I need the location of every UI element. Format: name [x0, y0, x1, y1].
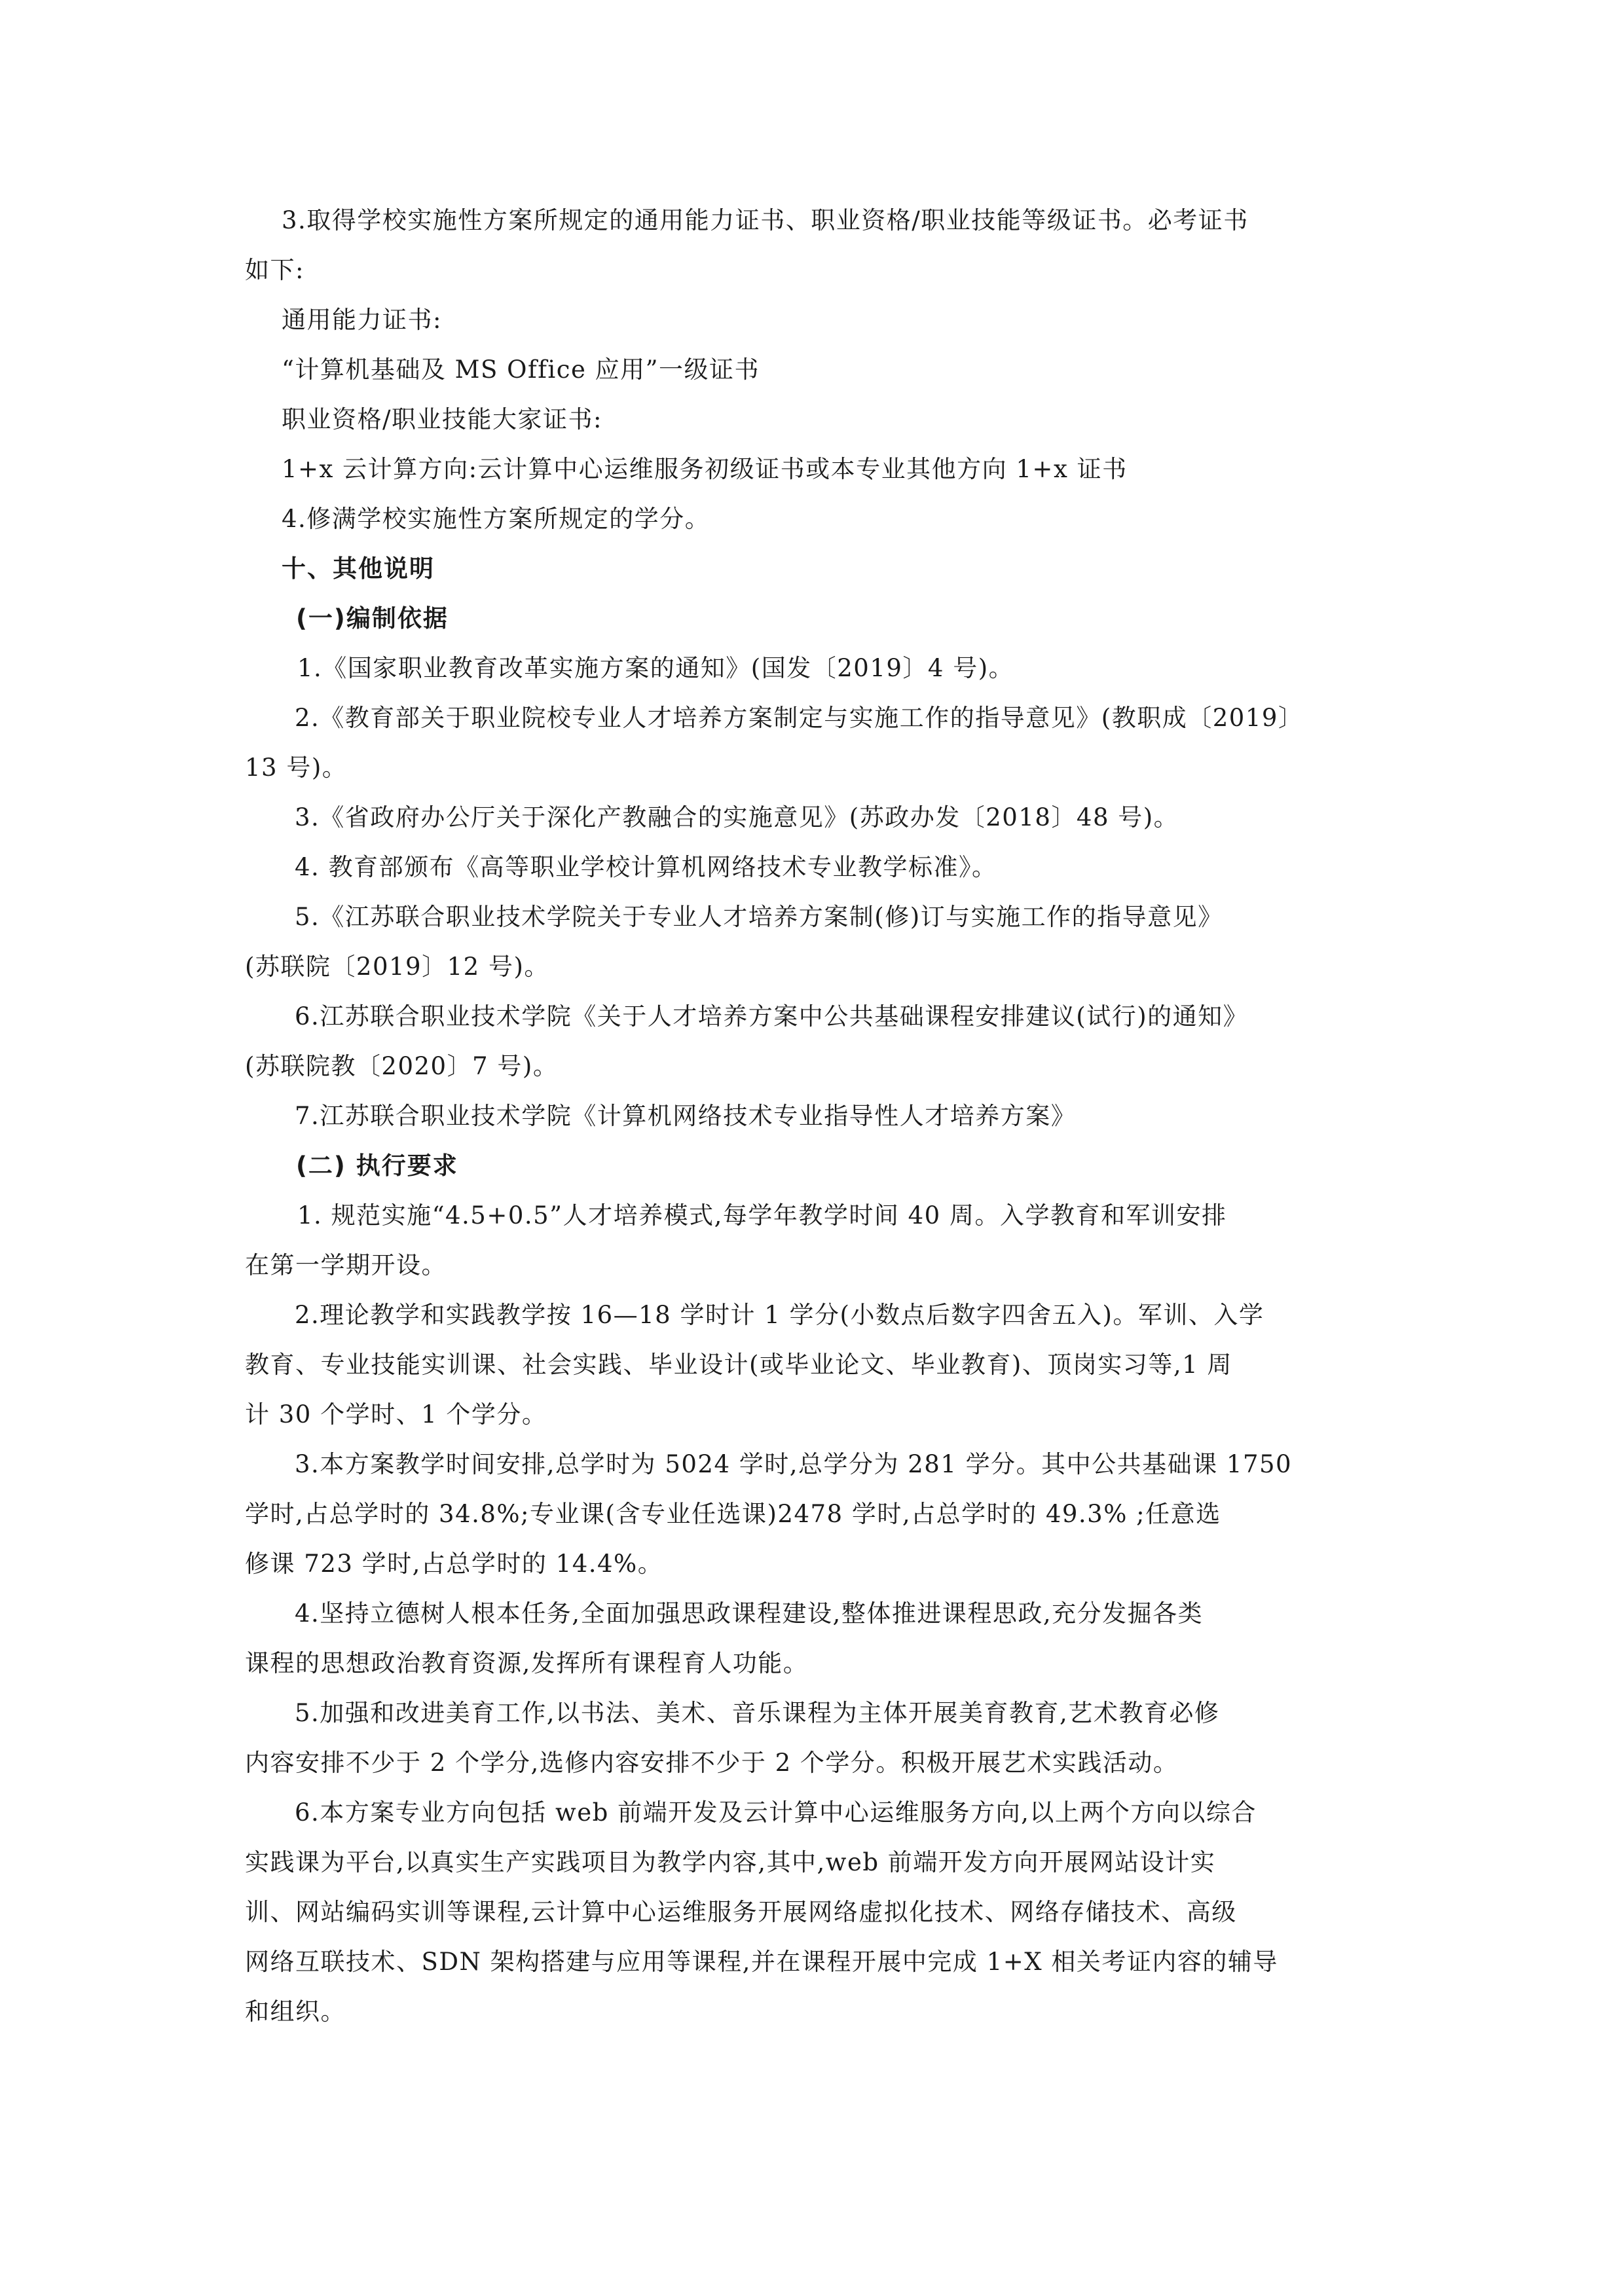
- paragraph-line: 如下:: [245, 256, 304, 284]
- paragraph-line: 5.加强和改进美育工作,以书法、美术、音乐课程为主体开展美育教育,艺术教育必修: [295, 1699, 1220, 1727]
- paragraph-line: 5.《江苏联合职业技术学院关于专业人才培养方案制(修)订与实施工作的指导意见》: [295, 903, 1223, 931]
- paragraph-line: 13 号)。: [245, 754, 348, 782]
- paragraph-line: 4. 教育部颁布《高等职业学校计算机网络技术专业教学标准》。: [295, 853, 997, 881]
- paragraph-line: 学时,占总学时的 34.8%;专业课(含专业任选课)2478 学时,占总学时的 49.3% ;任意选: [245, 1500, 1221, 1528]
- paragraph-line: 课程的思想政治教育资源,发挥所有课程育人功能。: [245, 1649, 809, 1677]
- paragraph-line: 实践课为平台,以真实生产实践项目为教学内容,其中,web 前端开发方向开展网站设计实: [245, 1848, 1216, 1876]
- paragraph-line: (苏联院〔2019〕12 号)。: [245, 953, 549, 981]
- paragraph-line: 在第一学期开设。: [245, 1251, 447, 1279]
- paragraph-line: 和组织。: [245, 1997, 346, 2026]
- paragraph-line: 内容安排不少于 2 个学分,选修内容安排不少于 2 个学分。积极开展艺术实践活动。: [245, 1749, 1179, 1777]
- paragraph-line: 7.江苏联合职业技术学院《计算机网络技术专业指导性人才培养方案》: [295, 1102, 1077, 1130]
- paragraph-line: 1.《国家职业教育改革实施方案的通知》(国发〔2019〕4 号)。: [297, 654, 1014, 682]
- paragraph-line: 6.江苏联合职业技术学院《关于人才培养方案中公共基础课程安排建议(试行)的通知》: [295, 1002, 1249, 1030]
- subsection-heading: (一)编制依据: [296, 604, 449, 632]
- paragraph-line: 1. 规范实施“4.5+0.5”人才培养模式,每学年教学时间 40 周。入学教育和军训安排: [297, 1201, 1227, 1230]
- paragraph-line: 训、网站编码实训等课程,云计算中心运维服务开展网络虚拟化技术、网络存储技术、高级: [245, 1898, 1237, 1926]
- paragraph-line: 2.《教育部关于职业院校专业人才培养方案制定与实施工作的指导意见》(教职成〔2019〕: [295, 704, 1304, 732]
- paragraph-line: 教育、专业技能实训课、社会实践、毕业设计(或毕业论文、毕业教育)、顶岗实习等,1 周: [245, 1351, 1232, 1379]
- paragraph-line: 3.《省政府办公厅关于深化产教融合的实施意见》(苏政办发〔2018〕48 号)。: [295, 803, 1179, 831]
- paragraph-line: 2.理论教学和实践教学按 16—18 学时计 1 学分(小数点后数字四舍五入)。军训、入学: [295, 1301, 1264, 1329]
- paragraph-line: 4.坚持立德树人根本任务,全面加强思政课程建设,整体推进课程思政,充分发掘各类: [295, 1599, 1204, 1628]
- paragraph-line: 修课 723 学时,占总学时的 14.4%。: [245, 1550, 663, 1578]
- paragraph-line: 通用能力证书:: [282, 306, 442, 334]
- paragraph-line: 4.修满学校实施性方案所规定的学分。: [282, 505, 710, 533]
- paragraph-line: 3.取得学校实施性方案所规定的通用能力证书、职业资格/职业技能等级证书。必考证书: [282, 206, 1249, 234]
- paragraph-line: 3.本方案教学时间安排,总学时为 5024 学时,总学分为 281 学分。其中公共基础课 1750: [295, 1450, 1293, 1478]
- paragraph-line: 职业资格/职业技能大家证书:: [282, 405, 602, 433]
- paragraph-line: (苏联院教〔2020〕7 号)。: [245, 1052, 559, 1080]
- section-heading: 十、其他说明: [282, 555, 435, 583]
- paragraph-line: 计 30 个学时、1 个学分。: [245, 1400, 547, 1429]
- paragraph-line: “计算机基础及 MS Office 应用”一级证书: [282, 355, 760, 384]
- paragraph-line: 1+x 云计算方向:云计算中心运维服务初级证书或本专业其他方向 1+x 证书: [282, 455, 1128, 483]
- paragraph-line: 网络互联技术、SDN 架构搭建与应用等课程,并在课程开展中完成 1+X 相关考证内容的辅导: [245, 1948, 1278, 1976]
- subsection-heading: (二) 执行要求: [296, 1152, 458, 1180]
- paragraph-line: 6.本方案专业方向包括 web 前端开发及云计算中心运维服务方向,以上两个方向以综合: [295, 1798, 1257, 1827]
